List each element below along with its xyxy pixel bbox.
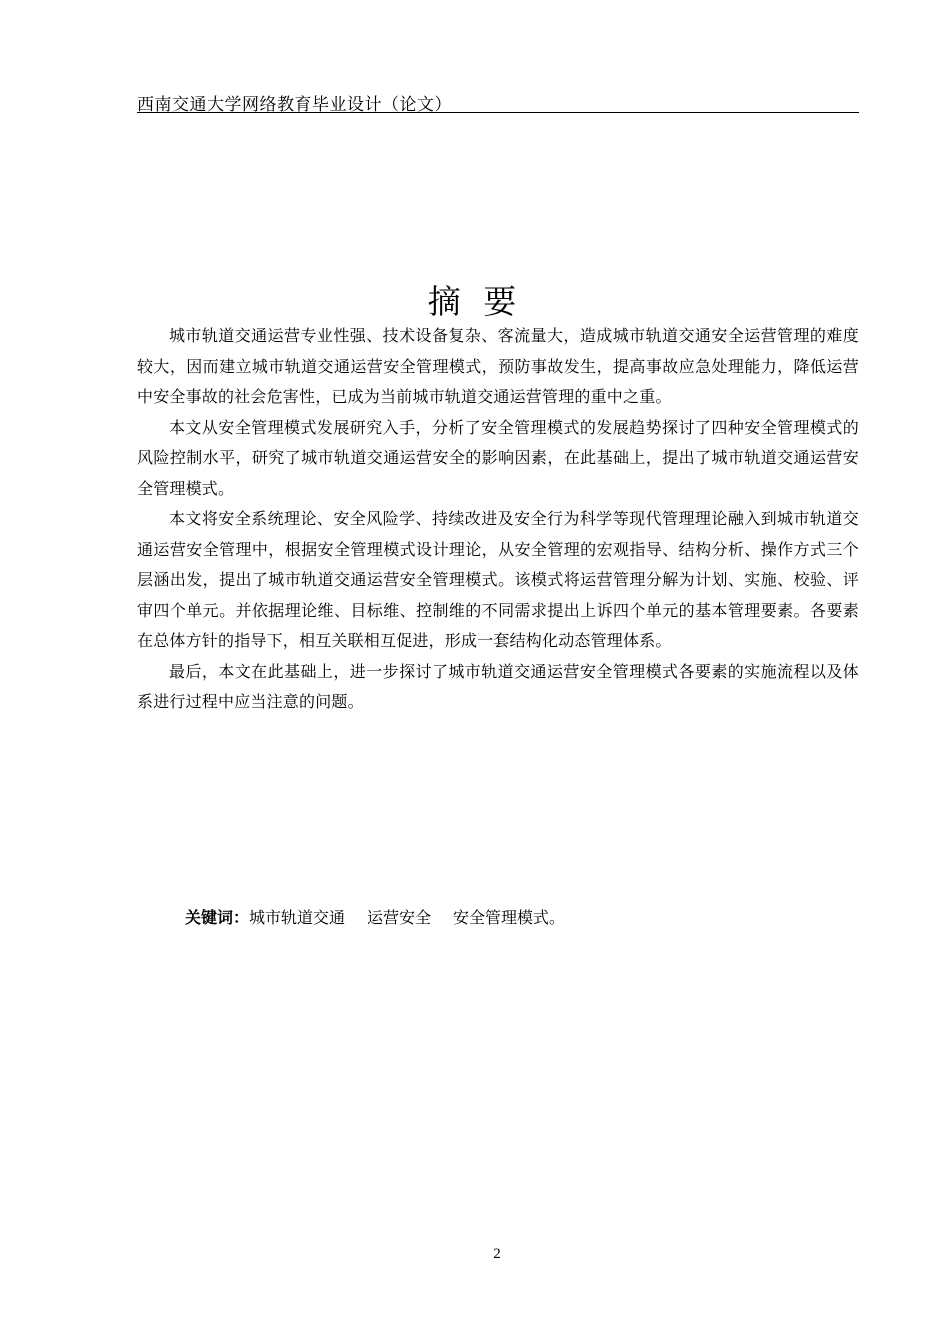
header-title: 西南交通大学网络教育毕业设计（论文）: [137, 95, 452, 115]
keywords-label: 关键词：: [185, 908, 250, 927]
keyword-item: 安全管理模式。: [453, 908, 566, 927]
abstract-paragraph: 本文从安全管理模式发展研究入手，分析了安全管理模式的发展趋势探讨了四种安全管理模式的风险控制水平，研究了城市轨道交通运营安全的影响因素，在此基础上，提出了城市轨道交通运营安全管理模式。: [137, 417, 859, 498]
abstract-paragraph: 城市轨道交通运营专业性强、技术设备复杂、客流量大，造成城市轨道交通安全运营管理的难度较大，因而建立城市轨道交通运营安全管理模式，预防事故发生，提高事故应急处理能力，降低运营中安全事故的社会危害性，已成为当前城市轨道交通运营管理的重中之重。: [137, 326, 859, 406]
abstract-title: 摘 要: [427, 282, 523, 321]
abstract-body: [137, 321, 859, 718]
abstract-paragraph: 本文将安全系统理论、安全风险学、持续改进及安全行为科学等现代管理理论融入到城市轨道交通运营安全管理中，根据安全管理模式设计理论，从安全管理的宏观指导、结构分析、操作方式三个层涵出发，提出了城市轨道交通运营安全管理模式。该模式将运营管理分解为计划、实施、校验、评审四个单元。并依据理论维、目标维、控制维的不同需求提出上诉四个单元的基本管理要素。各要素在总体方针的指导下，相互关联相互促进，形成一套结构化动态管理体系。: [137, 509, 859, 650]
page-number: 2: [493, 1246, 501, 1262]
keywords-line: [185, 906, 565, 930]
abstract-paragraph: 最后，本文在此基础上，进一步探讨了城市轨道交通运营安全管理模式各要素的实施流程以及体系进行过程中应当注意的问题。: [137, 661, 859, 711]
keyword-item: 城市轨道交通: [249, 908, 346, 927]
keyword-item: 运营安全: [367, 908, 432, 927]
page-header: [137, 88, 859, 113]
